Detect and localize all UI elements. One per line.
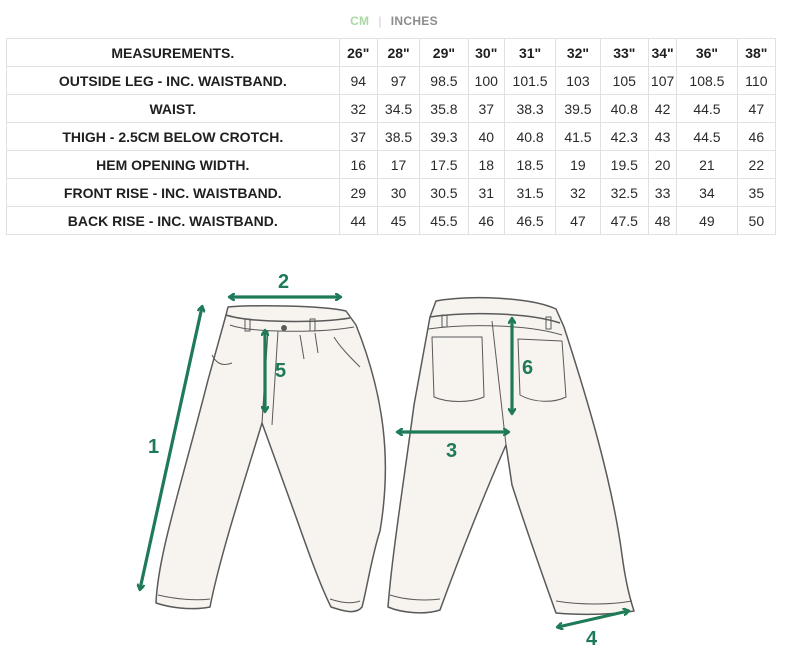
measurement-value: 38.5 <box>377 123 419 151</box>
measurement-value: 17 <box>377 151 419 179</box>
measurement-value: 46.5 <box>504 207 555 235</box>
measurement-value: 44 <box>339 207 377 235</box>
size-header: 32" <box>556 39 600 67</box>
measurement-value: 47 <box>556 207 600 235</box>
label-4: 4 <box>586 628 598 650</box>
measurement-value: 45.5 <box>420 207 468 235</box>
label-3: 3 <box>446 440 458 462</box>
label-6: 6 <box>522 357 534 379</box>
size-header: 28" <box>377 39 419 67</box>
measurement-value: 20 <box>648 151 676 179</box>
size-header: 33" <box>600 39 648 67</box>
measurement-value: 30 <box>377 179 419 207</box>
unit-inches-option[interactable]: INCHES <box>390 14 438 28</box>
measurement-value: 48 <box>648 207 676 235</box>
measurement-value: 18 <box>468 151 504 179</box>
measurement-value: 35 <box>737 179 775 207</box>
front-trousers-outline <box>156 306 385 612</box>
measurement-value: 41.5 <box>556 123 600 151</box>
measurement-value: 40.8 <box>600 95 648 123</box>
measurement-value: 101.5 <box>504 67 555 95</box>
front-trousers <box>156 306 385 612</box>
size-header: 36" <box>677 39 737 67</box>
measurement-row <box>7 95 776 123</box>
measurement-value: 33 <box>648 179 676 207</box>
measurement-value: 103 <box>556 67 600 95</box>
measurement-row <box>7 123 776 151</box>
measurement-row <box>7 179 776 207</box>
measurement-value: 39.3 <box>420 123 468 151</box>
measurements-header: MEASUREMENTS. <box>7 39 340 67</box>
measurement-value: 40.8 <box>504 123 555 151</box>
size-chart-table <box>6 38 776 235</box>
measurement-value: 32 <box>556 179 600 207</box>
measurement-value: 46 <box>468 207 504 235</box>
trouser-measurement-diagram <box>0 255 788 663</box>
measurement-label: FRONT RISE - INC. WAISTBAND. <box>7 179 340 207</box>
measurement-value: 40 <box>468 123 504 151</box>
measurement-value: 17.5 <box>420 151 468 179</box>
measurement-value: 44.5 <box>677 123 737 151</box>
measurement-label: OUTSIDE LEG - INC. WAISTBAND. <box>7 67 340 95</box>
measurement-value: 31.5 <box>504 179 555 207</box>
measurement-value: 34.5 <box>377 95 419 123</box>
measurement-value: 30.5 <box>420 179 468 207</box>
measurement-value: 44.5 <box>677 95 737 123</box>
measurement-value: 46 <box>737 123 775 151</box>
measurement-value: 22 <box>737 151 775 179</box>
measurement-value: 29 <box>339 179 377 207</box>
measurement-value: 37 <box>339 123 377 151</box>
measurement-value: 16 <box>339 151 377 179</box>
measurement-value: 97 <box>377 67 419 95</box>
measurement-value: 108.5 <box>677 67 737 95</box>
measurement-value: 35.8 <box>420 95 468 123</box>
label-2: 2 <box>278 271 290 293</box>
size-header: 31" <box>504 39 555 67</box>
size-header: 30" <box>468 39 504 67</box>
measurement-value: 107 <box>648 67 676 95</box>
measurement-value: 37 <box>468 95 504 123</box>
label-1: 1 <box>148 436 160 458</box>
measurement-value: 38.3 <box>504 95 555 123</box>
measurement-row <box>7 207 776 235</box>
measurement-row <box>7 151 776 179</box>
unit-toggle <box>0 14 788 28</box>
unit-cm-option[interactable]: CM <box>350 14 370 28</box>
measurement-value: 18.5 <box>504 151 555 179</box>
measurement-value: 34 <box>677 179 737 207</box>
measurement-value: 45 <box>377 207 419 235</box>
size-header: 29" <box>420 39 468 67</box>
size-header: 26" <box>339 39 377 67</box>
measurement-value: 50 <box>737 207 775 235</box>
measurement-value: 19.5 <box>600 151 648 179</box>
measurement-value: 47 <box>737 95 775 123</box>
measurement-value: 39.5 <box>556 95 600 123</box>
measurement-value: 42 <box>648 95 676 123</box>
measurement-value: 32 <box>339 95 377 123</box>
size-header-row <box>7 39 776 67</box>
measurement-label: BACK RISE - INC. WAISTBAND. <box>7 207 340 235</box>
size-header: 34" <box>648 39 676 67</box>
measurement-value: 49 <box>677 207 737 235</box>
measurement-value: 19 <box>556 151 600 179</box>
measurement-label: HEM OPENING WIDTH. <box>7 151 340 179</box>
measurement-label: WAIST. <box>7 95 340 123</box>
label-5: 5 <box>275 360 287 382</box>
measurement-value: 43 <box>648 123 676 151</box>
measurement-value: 94 <box>339 67 377 95</box>
measurement-value: 100 <box>468 67 504 95</box>
measurement-value: 110 <box>737 67 775 95</box>
unit-separator: | <box>378 14 382 28</box>
measurement-value: 42.3 <box>600 123 648 151</box>
measurement-value: 32.5 <box>600 179 648 207</box>
measurement-row <box>7 67 776 95</box>
measurement-value: 21 <box>677 151 737 179</box>
size-header: 38" <box>737 39 775 67</box>
measurement-value: 105 <box>600 67 648 95</box>
measurement-value: 31 <box>468 179 504 207</box>
measurement-value: 98.5 <box>420 67 468 95</box>
measurement-label: THIGH - 2.5CM BELOW CROTCH. <box>7 123 340 151</box>
measurement-value: 47.5 <box>600 207 648 235</box>
